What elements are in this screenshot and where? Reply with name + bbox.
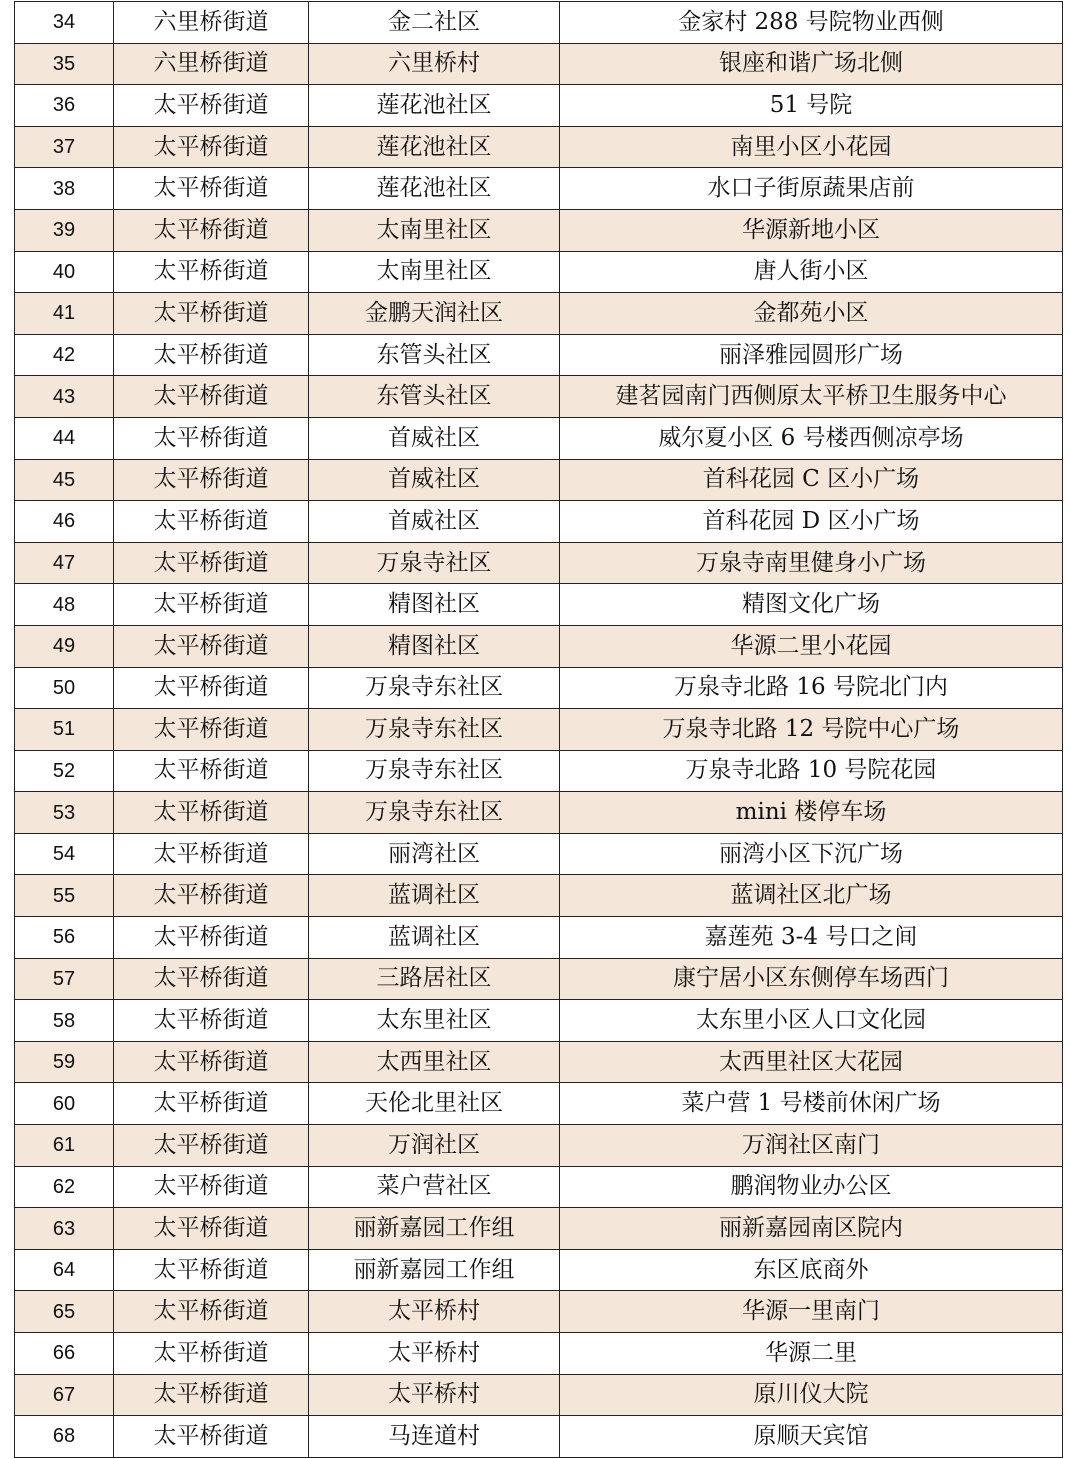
location-cell: 丽泽雅园圆形广场 — [560, 334, 1063, 376]
table-row — [15, 709, 1063, 751]
table-row — [15, 1416, 1063, 1458]
subdistrict-cell: 太平桥街道 — [114, 1125, 309, 1167]
location-cell: 嘉莲苑 3-4 号口之间 — [560, 917, 1063, 959]
community-cell: 丽新嘉园工作组 — [309, 1249, 560, 1291]
subdistrict-cell: 太平桥街道 — [114, 1416, 309, 1458]
row-number-cell: 44 — [15, 417, 114, 459]
subdistrict-cell: 太平桥街道 — [114, 750, 309, 792]
location-cell: 南里小区小花园 — [560, 126, 1063, 168]
table-row — [15, 1083, 1063, 1125]
subdistrict-cell: 太平桥街道 — [114, 833, 309, 875]
table-row — [15, 2, 1063, 44]
community-cell: 蓝调社区 — [309, 875, 560, 917]
table-row — [15, 625, 1063, 667]
community-cell: 太南里社区 — [309, 251, 560, 293]
subdistrict-cell: 太平桥街道 — [114, 126, 309, 168]
subdistrict-cell: 太平桥街道 — [114, 1333, 309, 1375]
row-number-cell: 34 — [15, 2, 114, 44]
community-cell: 万润社区 — [309, 1125, 560, 1167]
community-cell: 太东里社区 — [309, 1000, 560, 1042]
location-cell: 丽新嘉园南区院内 — [560, 1208, 1063, 1250]
subdistrict-cell: 太平桥街道 — [114, 1249, 309, 1291]
community-cell: 莲花池社区 — [309, 85, 560, 127]
subdistrict-cell: 太平桥街道 — [114, 168, 309, 210]
table-row — [15, 293, 1063, 335]
subdistrict-cell: 六里桥街道 — [114, 43, 309, 85]
community-cell: 东管头社区 — [309, 376, 560, 418]
table-row — [15, 459, 1063, 501]
row-number-cell: 64 — [15, 1249, 114, 1291]
table-row — [15, 1125, 1063, 1167]
subdistrict-cell: 太平桥街道 — [114, 376, 309, 418]
community-cell: 精图社区 — [309, 584, 560, 626]
row-number-cell: 37 — [15, 126, 114, 168]
table-row — [15, 126, 1063, 168]
row-number-cell: 40 — [15, 251, 114, 293]
location-cell: 唐人街小区 — [560, 251, 1063, 293]
row-number-cell: 47 — [15, 542, 114, 584]
subdistrict-cell: 太平桥街道 — [114, 1083, 309, 1125]
row-number-cell: 67 — [15, 1374, 114, 1416]
row-number-cell: 55 — [15, 875, 114, 917]
community-cell: 天伦北里社区 — [309, 1083, 560, 1125]
row-number-cell: 59 — [15, 1041, 114, 1083]
table-row — [15, 1208, 1063, 1250]
table-row — [15, 1333, 1063, 1375]
community-cell: 太南里社区 — [309, 209, 560, 251]
location-cell: 51 号院 — [560, 85, 1063, 127]
community-cell: 万泉寺东社区 — [309, 709, 560, 751]
table-row — [15, 750, 1063, 792]
location-cell: 华源二里 — [560, 1333, 1063, 1375]
row-number-cell: 51 — [15, 709, 114, 751]
subdistrict-cell: 太平桥街道 — [114, 625, 309, 667]
row-number-cell: 56 — [15, 917, 114, 959]
location-cell: 精图文化广场 — [560, 584, 1063, 626]
location-cell: 蓝调社区北广场 — [560, 875, 1063, 917]
row-number-cell: 43 — [15, 376, 114, 418]
community-cell: 首威社区 — [309, 417, 560, 459]
subdistrict-cell: 太平桥街道 — [114, 209, 309, 251]
community-cell: 马连道村 — [309, 1416, 560, 1458]
subdistrict-cell: 太平桥街道 — [114, 709, 309, 751]
row-number-cell: 46 — [15, 501, 114, 543]
row-number-cell: 38 — [15, 168, 114, 210]
subdistrict-cell: 六里桥街道 — [114, 2, 309, 44]
subdistrict-cell: 太平桥街道 — [114, 1291, 309, 1333]
location-cell: 华源一里南门 — [560, 1291, 1063, 1333]
table-row — [15, 875, 1063, 917]
location-cell: 万泉寺北路 16 号院北门内 — [560, 667, 1063, 709]
location-cell: 金家村 288 号院物业西侧 — [560, 2, 1063, 44]
location-cell: 康宁居小区东侧停车场西门 — [560, 958, 1063, 1000]
subdistrict-cell: 太平桥街道 — [114, 1208, 309, 1250]
community-cell: 万泉寺东社区 — [309, 667, 560, 709]
row-number-cell: 41 — [15, 293, 114, 335]
table-row — [15, 542, 1063, 584]
table-row — [15, 209, 1063, 251]
row-number-cell: 57 — [15, 958, 114, 1000]
subdistrict-cell: 太平桥街道 — [114, 251, 309, 293]
table-row — [15, 251, 1063, 293]
location-cell: 菜户营 1 号楼前休闲广场 — [560, 1083, 1063, 1125]
location-cell: 鹏润物业办公区 — [560, 1166, 1063, 1208]
table-row — [15, 1166, 1063, 1208]
locations-table — [14, 1, 1063, 1458]
row-number-cell: 54 — [15, 833, 114, 875]
row-number-cell: 61 — [15, 1125, 114, 1167]
table-row — [15, 376, 1063, 418]
community-cell: 金二社区 — [309, 2, 560, 44]
table-row — [15, 1000, 1063, 1042]
community-cell: 首威社区 — [309, 501, 560, 543]
community-cell: 东管头社区 — [309, 334, 560, 376]
community-cell: 菜户营社区 — [309, 1166, 560, 1208]
row-number-cell: 62 — [15, 1166, 114, 1208]
subdistrict-cell: 太平桥街道 — [114, 1000, 309, 1042]
location-cell: 东区底商外 — [560, 1249, 1063, 1291]
location-cell: 万泉寺南里健身小广场 — [560, 542, 1063, 584]
table-body — [15, 2, 1063, 1458]
location-cell: 原顺天宾馆 — [560, 1416, 1063, 1458]
location-cell: 太东里小区人口文化园 — [560, 1000, 1063, 1042]
location-cell: 银座和谐广场北侧 — [560, 43, 1063, 85]
subdistrict-cell: 太平桥街道 — [114, 584, 309, 626]
table-row — [15, 584, 1063, 626]
subdistrict-cell: 太平桥街道 — [114, 1041, 309, 1083]
row-number-cell: 48 — [15, 584, 114, 626]
community-cell: 丽湾社区 — [309, 833, 560, 875]
row-number-cell: 36 — [15, 85, 114, 127]
community-cell: 三路居社区 — [309, 958, 560, 1000]
table-row — [15, 43, 1063, 85]
table-row — [15, 958, 1063, 1000]
location-cell: 建茗园南门西侧原太平桥卫生服务中心 — [560, 376, 1063, 418]
row-number-cell: 52 — [15, 750, 114, 792]
location-cell: 金都苑小区 — [560, 293, 1063, 335]
community-cell: 莲花池社区 — [309, 126, 560, 168]
row-number-cell: 53 — [15, 792, 114, 834]
subdistrict-cell: 太平桥街道 — [114, 792, 309, 834]
community-cell: 太平桥村 — [309, 1374, 560, 1416]
location-cell: 万泉寺北路 10 号院花园 — [560, 750, 1063, 792]
row-number-cell: 35 — [15, 43, 114, 85]
table-row — [15, 917, 1063, 959]
subdistrict-cell: 太平桥街道 — [114, 501, 309, 543]
community-cell: 蓝调社区 — [309, 917, 560, 959]
community-cell: 太西里社区 — [309, 1041, 560, 1083]
row-number-cell: 65 — [15, 1291, 114, 1333]
table-row — [15, 667, 1063, 709]
subdistrict-cell: 太平桥街道 — [114, 334, 309, 376]
location-cell: mini 楼停车场 — [560, 792, 1063, 834]
subdistrict-cell: 太平桥街道 — [114, 293, 309, 335]
subdistrict-cell: 太平桥街道 — [114, 875, 309, 917]
subdistrict-cell: 太平桥街道 — [114, 85, 309, 127]
community-cell: 精图社区 — [309, 625, 560, 667]
table-row — [15, 417, 1063, 459]
table-row — [15, 168, 1063, 210]
subdistrict-cell: 太平桥街道 — [114, 667, 309, 709]
location-cell: 太西里社区大花园 — [560, 1041, 1063, 1083]
community-cell: 万泉寺社区 — [309, 542, 560, 584]
subdistrict-cell: 太平桥街道 — [114, 1166, 309, 1208]
location-cell: 原川仪大院 — [560, 1374, 1063, 1416]
community-cell: 首威社区 — [309, 459, 560, 501]
location-cell: 万泉寺北路 12 号院中心广场 — [560, 709, 1063, 751]
subdistrict-cell: 太平桥街道 — [114, 542, 309, 584]
table-row — [15, 85, 1063, 127]
community-cell: 万泉寺东社区 — [309, 750, 560, 792]
table-row — [15, 833, 1063, 875]
community-cell: 丽新嘉园工作组 — [309, 1208, 560, 1250]
row-number-cell: 42 — [15, 334, 114, 376]
community-cell: 金鹏天润社区 — [309, 293, 560, 335]
community-cell: 万泉寺东社区 — [309, 792, 560, 834]
table-row — [15, 1291, 1063, 1333]
subdistrict-cell: 太平桥街道 — [114, 917, 309, 959]
row-number-cell: 45 — [15, 459, 114, 501]
table-row — [15, 1374, 1063, 1416]
subdistrict-cell: 太平桥街道 — [114, 459, 309, 501]
table-row — [15, 1041, 1063, 1083]
location-cell: 威尔夏小区 6 号楼西侧凉亭场 — [560, 417, 1063, 459]
row-number-cell: 68 — [15, 1416, 114, 1458]
location-cell: 水口子街原蔬果店前 — [560, 168, 1063, 210]
row-number-cell: 60 — [15, 1083, 114, 1125]
community-cell: 莲花池社区 — [309, 168, 560, 210]
table-row — [15, 334, 1063, 376]
table-row — [15, 501, 1063, 543]
community-cell: 六里桥村 — [309, 43, 560, 85]
community-cell: 太平桥村 — [309, 1333, 560, 1375]
location-cell: 华源二里小花园 — [560, 625, 1063, 667]
row-number-cell: 49 — [15, 625, 114, 667]
location-cell: 丽湾小区下沉广场 — [560, 833, 1063, 875]
community-cell: 太平桥村 — [309, 1291, 560, 1333]
subdistrict-cell: 太平桥街道 — [114, 958, 309, 1000]
row-number-cell: 66 — [15, 1333, 114, 1375]
row-number-cell: 50 — [15, 667, 114, 709]
table-row — [15, 1249, 1063, 1291]
subdistrict-cell: 太平桥街道 — [114, 417, 309, 459]
row-number-cell: 39 — [15, 209, 114, 251]
table-row — [15, 792, 1063, 834]
location-cell: 首科花园 D 区小广场 — [560, 501, 1063, 543]
location-cell: 华源新地小区 — [560, 209, 1063, 251]
location-cell: 首科花园 C 区小广场 — [560, 459, 1063, 501]
location-cell: 万润社区南门 — [560, 1125, 1063, 1167]
row-number-cell: 58 — [15, 1000, 114, 1042]
subdistrict-cell: 太平桥街道 — [114, 1374, 309, 1416]
row-number-cell: 63 — [15, 1208, 114, 1250]
